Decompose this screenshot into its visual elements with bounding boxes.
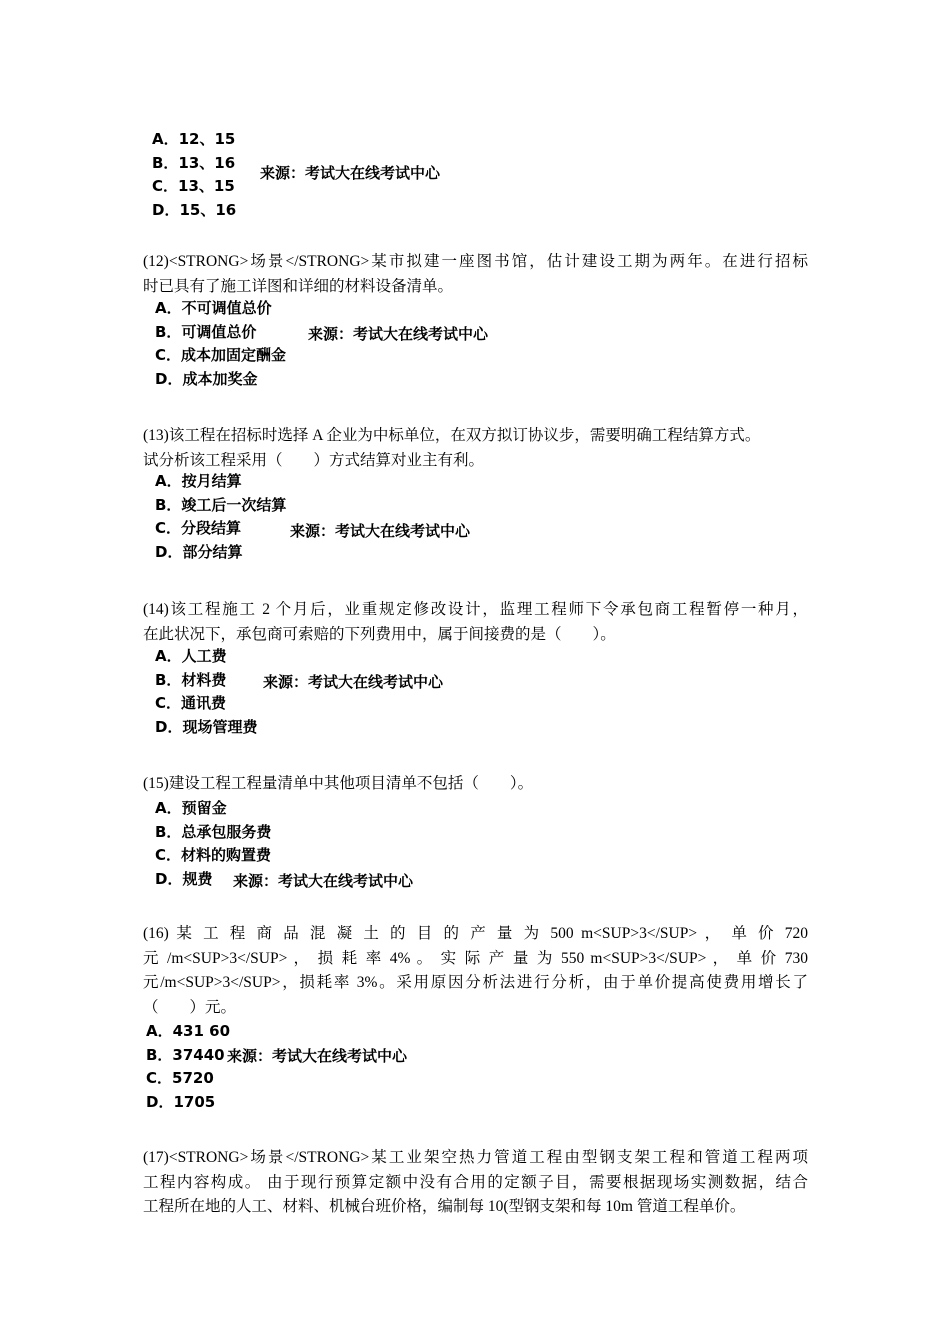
q16-options <box>146 1020 230 1114</box>
q13-options <box>155 470 286 564</box>
q13-option-d: D．部分结算 <box>155 542 243 561</box>
q14-question <box>143 598 808 647</box>
q11-option-b: B．13、16 <box>152 153 236 172</box>
q11-source-label: 来源：考试大在线考试中心 <box>260 164 441 182</box>
q16-option-d: D．1705 <box>146 1092 216 1111</box>
q17-line-3: 工程所在地的人工、材料、机械台班价格，编制每 10(型钢支架和每 10m 管道工程单价。 <box>143 1198 746 1215</box>
q16-source-label: 来源：考试大在线考试中心 <box>227 1047 408 1065</box>
q13-option-a: A．按月结算 <box>155 472 242 490</box>
q15-question <box>143 772 808 797</box>
q13-source-label: 来源：考试大在线考试中心 <box>290 522 471 540</box>
q13-line-2: 试分析该工程采用（ ）方式结算对业主有利。 <box>143 451 485 469</box>
q12-option-c: C．成本加固定酬金 <box>155 346 287 364</box>
q15-option-b: B．总承包服务费 <box>155 822 272 841</box>
q12-option-b: B．可调值总价 <box>155 322 257 341</box>
q15-option-a: A．预留金 <box>155 799 227 817</box>
q14-option-a: A．人工费 <box>155 647 227 665</box>
q14-option-c: C．通讯费 <box>155 694 227 712</box>
q11-options <box>152 128 236 222</box>
q15-line-1: (15)建设工程工程量清单中其他项目清单不包括（ ）。 <box>143 775 534 792</box>
q12-source-label: 来源：考试大在线考试中心 <box>308 325 489 343</box>
q12-question <box>143 250 808 299</box>
q16-line-1: (16) 某 工 程 商 品 混 凝 土 的 目 的 产 量 为 500 m<SUP>3</SUP> ， 单 价 720 <box>143 925 808 942</box>
q14-source-label: 来源：考试大在线考试中心 <box>263 673 444 691</box>
q11-option-c: C．13、15 <box>152 177 235 195</box>
q13-option-c: C．分段结算 <box>155 519 242 537</box>
q11-option-a: A．12、15 <box>152 130 236 148</box>
q16-question <box>143 922 808 1020</box>
q12-line-2: 时已具有了施工详图和详细的材料设备清单。 <box>143 277 454 295</box>
q12-option-d: D．成本加奖金 <box>155 369 258 388</box>
q14-option-b: B．材料费 <box>155 670 227 689</box>
q16-option-b: B．37440 <box>146 1045 225 1064</box>
q16-option-c: C．5720 <box>146 1069 214 1087</box>
q16-line-3: 元/m<SUP>3</SUP>，损耗率 3%。采用原因分析法进行分析，由于单价提高使费用增长了 <box>143 974 808 991</box>
q12-option-a: A．不可调值总价 <box>155 299 272 317</box>
q14-line-2: 在此状况下，承包商可索赔的下列费用中，属于间接费的是（ ）。 <box>143 625 616 643</box>
q13-question <box>143 424 818 473</box>
q12-line-1: (12)<STRONG>场景</STRONG>某市拟建一座图书馆，估计建设工期为两年。在进行招标 <box>143 253 808 270</box>
q15-option-d: D．规费 <box>155 869 213 888</box>
q12-options <box>155 297 286 391</box>
q17-line-2: 工程内容构成。 由于现行预算定额中没有合用的定额子目，需要根据现场实测数据，结合 <box>143 1173 808 1191</box>
q14-options <box>155 645 257 739</box>
q13-option-b: B．竣工后一次结算 <box>155 495 287 514</box>
q16-option-a: A．431 60 <box>146 1022 231 1040</box>
q16-line-2: 元 /m<SUP>3</SUP> ， 损 耗 率 4% 。 实 际 产 量 为 550 m<SUP>3</SUP> ， 单 价 730 <box>143 949 808 967</box>
q15-option-c: C．材料的购置费 <box>155 846 272 864</box>
q14-line-1: (14)该工程施工 2 个月后，业重规定修改设计，监理工程师下令承包商工程暂停一种月， <box>143 601 808 618</box>
q17-line-1: (17)<STRONG>场景</STRONG>某工业架空热力管道工程由型钢支架工程和管道工程两项 <box>143 1149 808 1166</box>
q17-question <box>143 1146 808 1220</box>
q13-line-1: (13)该工程在招标时选择 A 企业为中标单位，在双方拟订协议步，需要明确工程结算方式。 <box>143 427 761 444</box>
q14-option-d: D．现场管理费 <box>155 717 258 736</box>
q16-line-4: （ ）元。 <box>143 998 237 1016</box>
q15-source-label: 来源：考试大在线考试中心 <box>233 872 414 890</box>
q11-option-d: D．15、16 <box>152 200 237 219</box>
